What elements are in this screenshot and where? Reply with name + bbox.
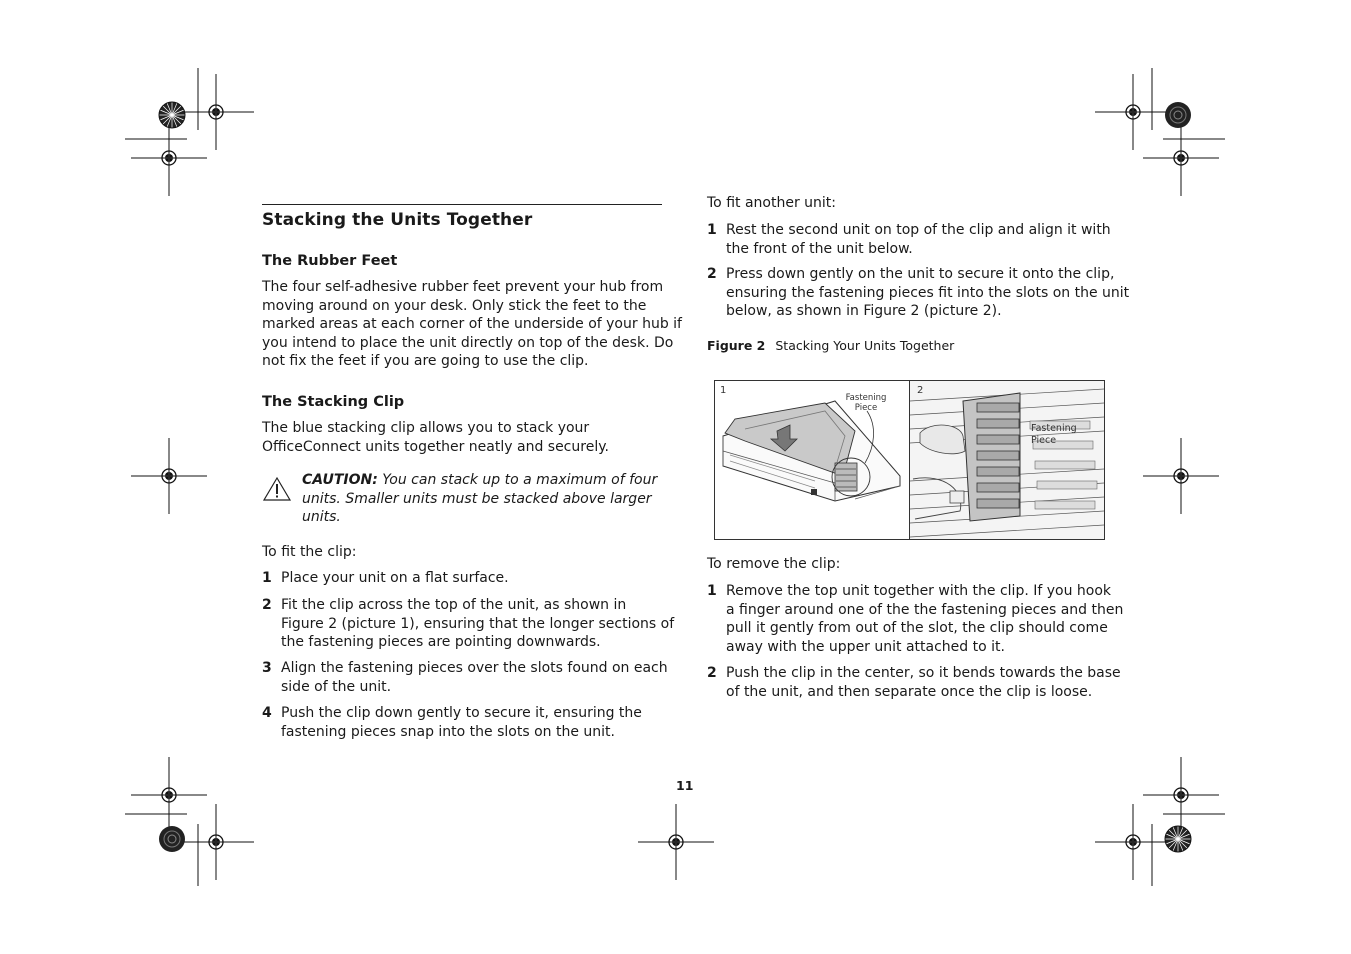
print-starburst-icon bbox=[1165, 826, 1191, 852]
registration-crosshair-icon bbox=[131, 438, 207, 514]
rubber-feet-line: The four self-adhesive rubber feet prevent your hub from bbox=[262, 279, 664, 295]
step-text: pull it gently from out of the slot, the clip should come bbox=[726, 620, 1108, 636]
registration-crosshair-icon bbox=[1143, 120, 1219, 196]
panel-2-drawing bbox=[910, 381, 1104, 539]
step-text: Push the clip down gently to secure it, ensuring the bbox=[281, 705, 642, 721]
panel-2-callout: Piece bbox=[1031, 435, 1057, 446]
figure-caption bbox=[707, 338, 954, 353]
caution-triangle-icon bbox=[262, 476, 292, 502]
section-rule bbox=[262, 204, 662, 205]
registration-crosshair-icon bbox=[1143, 438, 1219, 514]
step-text: Push the clip in the center, so it bends towards the base bbox=[726, 665, 1121, 681]
caution-label: CAUTION: bbox=[302, 472, 378, 488]
registration-crosshair-icon bbox=[131, 757, 207, 833]
step-text: Align the fastening pieces over the slots found on each bbox=[281, 660, 668, 676]
registration-crosshair-icon bbox=[178, 74, 254, 150]
stacking-clip-line: The blue stacking clip allows you to stack your bbox=[262, 420, 590, 436]
registration-crosshair-icon bbox=[131, 120, 207, 196]
rubber-feet-line: not fix the feet if you are going to use the clip. bbox=[262, 353, 589, 369]
panel-2-number: 2 bbox=[917, 385, 924, 396]
print-starburst-icon bbox=[159, 102, 185, 128]
remove-intro: To remove the clip: bbox=[707, 556, 841, 572]
figure-title: Stacking Your Units Together bbox=[775, 338, 955, 353]
step-text: side of the unit. bbox=[281, 678, 392, 695]
rubber-feet-line: marked areas at each corner of the underside of your hub if bbox=[262, 316, 682, 332]
panel-2-callout: Fastening bbox=[1031, 423, 1077, 434]
step-text: of the unit, and then separate once the clip is loose. bbox=[726, 683, 1093, 700]
step-text: away with the upper unit attached to it. bbox=[726, 638, 1005, 655]
step-text: Figure 2 (picture 1), ensuring that the longer sections of bbox=[281, 615, 675, 632]
step-text: Rest the second unit on top of the clip and align it with bbox=[726, 222, 1111, 238]
rubber-feet-heading: The Rubber Feet bbox=[262, 253, 398, 269]
registration-crosshair-icon bbox=[638, 804, 714, 880]
step-number: 1 bbox=[707, 583, 717, 599]
figure-2 bbox=[714, 380, 1105, 540]
caution-note bbox=[302, 471, 662, 527]
step-text: Place your unit on a flat surface. bbox=[281, 570, 509, 586]
registration-crosshair-icon bbox=[1143, 757, 1219, 833]
figure-illustration bbox=[715, 381, 1104, 539]
section-title: Stacking the Units Together bbox=[262, 210, 533, 230]
caution-text: You can stack up to a maximum of four bbox=[377, 472, 658, 488]
panel-1-drawing bbox=[723, 401, 900, 501]
step-text: Fit the clip across the top of the unit, as shown in bbox=[281, 597, 627, 613]
step-number: 2 bbox=[262, 597, 272, 613]
step-text: the front of the unit below. bbox=[726, 240, 913, 257]
panel-1-callout: Fastening bbox=[845, 393, 887, 403]
step-number: 1 bbox=[707, 222, 717, 238]
caution-text: units. bbox=[302, 509, 341, 525]
step-number: 2 bbox=[707, 266, 717, 282]
another-intro: To fit another unit: bbox=[707, 195, 836, 211]
step-number: 1 bbox=[262, 570, 272, 586]
stacking-clip-heading: The Stacking Clip bbox=[262, 394, 405, 410]
print-starburst-icon bbox=[1165, 102, 1191, 128]
step-number: 2 bbox=[707, 665, 717, 681]
rubber-feet-line: moving around on your desk. Only stick the feet to the bbox=[262, 297, 647, 314]
registration-crosshair-icon bbox=[1095, 804, 1171, 880]
page-number: 11 bbox=[676, 778, 694, 793]
print-starburst-icon bbox=[159, 826, 185, 852]
rubber-feet-line: you intend to place the unit directly on top of the desk. Do bbox=[262, 334, 674, 351]
step-number: 4 bbox=[262, 705, 272, 721]
step-text: ensuring the fastening pieces fit into the slots on the unit bbox=[726, 284, 1130, 301]
step-text: the fastening pieces are pointing downwards. bbox=[281, 634, 601, 650]
fit-intro: To fit the clip: bbox=[262, 544, 357, 560]
figure-label: Figure 2 bbox=[707, 338, 766, 353]
caution-text: units. Smaller units must be stacked above larger bbox=[302, 490, 652, 507]
step-text: Press down gently on the unit to secure it onto the clip, bbox=[726, 266, 1115, 282]
step-text: below, as shown in Figure 2 (picture 2). bbox=[726, 303, 1002, 319]
panel-1-callout: Piece bbox=[854, 403, 878, 413]
registration-crosshair-icon bbox=[178, 804, 254, 880]
step-text: a finger around one of the the fastening pieces and then bbox=[726, 601, 1124, 618]
step-text: Remove the top unit together with the clip. If you hook bbox=[726, 583, 1112, 599]
stacking-clip-line: OfficeConnect units together neatly and securely. bbox=[262, 438, 609, 455]
step-number: 3 bbox=[262, 660, 272, 676]
registration-crosshair-icon bbox=[1095, 74, 1171, 150]
panel-1-number: 1 bbox=[720, 385, 727, 396]
step-text: fastening pieces snap into the slots on the unit. bbox=[281, 723, 615, 740]
